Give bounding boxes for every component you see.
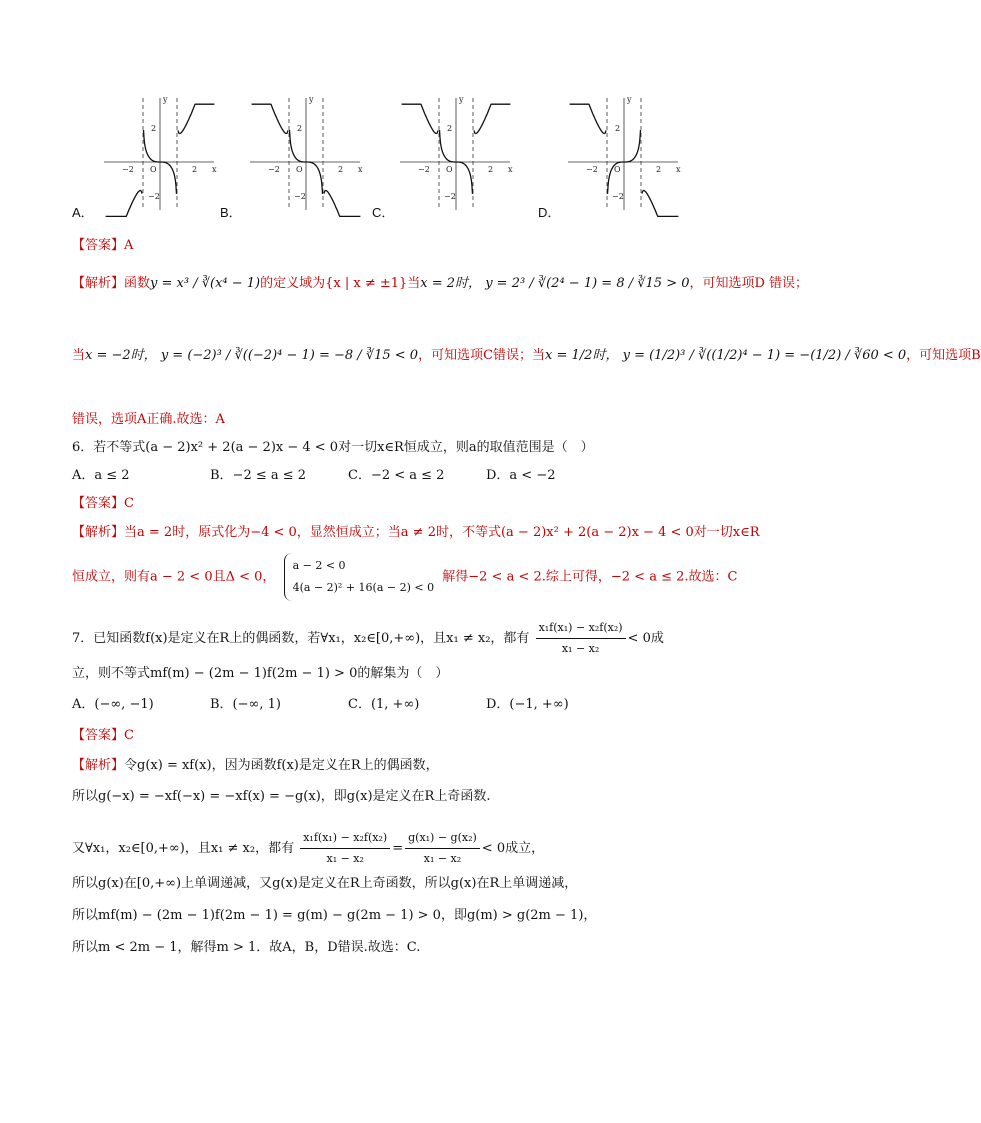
q7-analysis-line1 bbox=[72, 756, 439, 776]
option-c-letter: C． bbox=[372, 205, 395, 220]
fraction bbox=[536, 618, 626, 659]
system-row-1: a − 2 < 0 bbox=[292, 559, 346, 572]
axis-label: x bbox=[358, 165, 363, 174]
axis-label: y bbox=[627, 95, 632, 104]
tick-label: −2 bbox=[586, 165, 598, 174]
q6-stem: 6．若不等式(a − 2)x² + 2(a − 2)x − 4 < 0对一切x∈R恒成立，则a的取值范围是（ ） bbox=[72, 440, 594, 455]
text: 解得−2 < a < 2.综上可得，−2 < a ≤ 2.故选：C bbox=[442, 569, 738, 585]
analysis-label: 【解析】 bbox=[72, 276, 125, 291]
function-curve bbox=[178, 104, 214, 133]
q7-options bbox=[72, 695, 569, 715]
equation-system bbox=[284, 553, 435, 601]
graph-a-svg bbox=[100, 92, 220, 212]
graph-c-svg bbox=[396, 92, 516, 212]
answer-value: C bbox=[124, 728, 134, 743]
q5-answer bbox=[72, 236, 133, 256]
q6-options bbox=[72, 466, 556, 486]
formula: y = (1/2)³ / ∛((1/2)⁴ − 1) = −(1/2) / ∛60 < 0 bbox=[622, 348, 907, 363]
system-row-2: 4(a − 2)² + 16(a − 2) < 0 bbox=[292, 581, 435, 594]
axis-label: y bbox=[459, 95, 464, 104]
q7-option-d: D．(−1, +∞) bbox=[486, 697, 569, 712]
text: < 0成 bbox=[627, 631, 664, 646]
q6-option-b: B．−2 ≤ a ≤ 2 bbox=[210, 468, 307, 483]
text: ，可知选项B bbox=[906, 348, 981, 363]
numerator: x₁f(x₁) − x₂f(x₂) bbox=[300, 828, 390, 849]
answer-value: A bbox=[124, 238, 134, 253]
text: 函数 bbox=[124, 276, 151, 291]
text: < 0成立， bbox=[481, 841, 545, 856]
formula: x = −2时， bbox=[85, 348, 157, 363]
axis-label: y bbox=[309, 95, 314, 104]
tick-label: −2 bbox=[612, 192, 624, 201]
answer-label: 【答案】 bbox=[72, 238, 125, 253]
function-curve bbox=[474, 104, 510, 133]
denominator: x₁ − x₂ bbox=[561, 642, 600, 655]
q7-analysis-line3 bbox=[72, 828, 544, 869]
axis-label: y bbox=[163, 95, 168, 104]
option-b-letter: B． bbox=[220, 205, 242, 220]
tick-label: −2 bbox=[268, 165, 280, 174]
tick-label: 2 bbox=[338, 165, 344, 174]
q7-analysis-line4: 所以g(x)在[0,+∞)上单调递减，又g(x)是定义在R上奇函数，所以g(x)在R上单调递减， bbox=[72, 876, 578, 891]
function-curve bbox=[402, 104, 438, 133]
q6-option-a: A．a ≤ 2 bbox=[72, 468, 130, 483]
q6-analysis-line1 bbox=[72, 523, 760, 543]
denominator: x₁ − x₂ bbox=[423, 852, 462, 865]
function-curve bbox=[106, 191, 142, 217]
tick-label: −2 bbox=[418, 165, 430, 174]
function-curve bbox=[570, 104, 606, 133]
axis-label: x bbox=[508, 165, 513, 174]
text: ，可知选项C错误；当 bbox=[418, 348, 546, 363]
formula: x = 2时， bbox=[420, 276, 482, 291]
q7-analysis-line2: 所以g(−x) = −xf(−x) = −xf(x) = −g(x)，即g(x)是定义在R上奇函数. bbox=[72, 789, 491, 804]
q5-analysis-line1 bbox=[72, 274, 808, 294]
q7-stem-line2: 立，则不等式mf(m) − (2m − 1)f(2m − 1) > 0的解集为（ ） bbox=[72, 666, 449, 681]
graph-options-row bbox=[60, 92, 740, 227]
function-curve bbox=[252, 104, 288, 133]
option-b-graph bbox=[220, 92, 370, 227]
text: 当 bbox=[72, 348, 86, 363]
denominator: x₁ − x₂ bbox=[326, 852, 364, 865]
tick-label: −2 bbox=[444, 192, 456, 201]
origin-label: O bbox=[150, 165, 157, 174]
answer-label: 【答案】 bbox=[72, 496, 125, 511]
q6-option-c: C．−2 < a ≤ 2 bbox=[348, 468, 445, 483]
text: 当a = 2时，原式化为−4 < 0，显然恒成立；当a ≠ 2时，不等式(a − 2)x² + 2(a − 2)x − 4 < 0对一切x∈R bbox=[124, 525, 760, 540]
function-curve bbox=[324, 191, 360, 217]
answer-label: 【答案】 bbox=[72, 728, 125, 743]
text: 恒成立，则有a − 2 < 0且Δ < 0， bbox=[72, 569, 276, 585]
text: 的定义域为{x | x ≠ ±1}当 bbox=[260, 276, 421, 291]
numerator: g(x₁) − g(x₂) bbox=[405, 828, 480, 849]
text: 7．已知函数f(x)是定义在R上的偶函数，若∀x₁，x₂∈[0,+∞)，且x₁ ≠ x₂，都有 bbox=[72, 631, 530, 646]
function-curve bbox=[642, 191, 678, 217]
origin-label: O bbox=[446, 165, 453, 174]
q7-option-c: C．(1, +∞) bbox=[348, 697, 420, 712]
text: 又∀x₁，x₂∈[0,+∞)，且x₁ ≠ x₂，都有 bbox=[72, 841, 295, 856]
formula: y = x³ / ∛(x⁴ − 1) bbox=[150, 276, 261, 291]
q7-option-a: A．(−∞, −1) bbox=[72, 697, 154, 712]
fraction bbox=[300, 828, 390, 869]
fraction bbox=[405, 828, 480, 869]
q6-option-d: D．a < −2 bbox=[486, 468, 556, 483]
tick-label: 2 bbox=[488, 165, 494, 174]
tick-label: 2 bbox=[447, 124, 453, 133]
answer-value: C bbox=[124, 496, 134, 511]
q7-analysis-line5: 所以mf(m) − (2m − 1)f(2m − 1) = g(m) − g(2m − 1) > 0，即g(m) > g(2m − 1)， bbox=[72, 908, 597, 923]
text: ，可知选项D 错误； bbox=[689, 276, 809, 291]
option-c-graph bbox=[372, 92, 522, 227]
analysis-label: 【解析】 bbox=[72, 525, 125, 540]
q6-analysis-line2 bbox=[72, 553, 737, 601]
tick-label: 2 bbox=[151, 124, 157, 133]
text: = bbox=[392, 841, 404, 856]
q6-answer bbox=[72, 494, 134, 514]
option-d-letter: D． bbox=[538, 205, 561, 220]
tick-label: 2 bbox=[297, 124, 303, 133]
q7-analysis-line6: 所以m < 2m − 1，解得m > 1．故A，B，D错误.故选：C. bbox=[72, 940, 421, 955]
numerator: x₁f(x₁) − x₂f(x₂) bbox=[536, 618, 626, 639]
analysis-label: 【解析】 bbox=[72, 758, 125, 773]
text: 令g(x) = xf(x)，因为函数f(x)是定义在R上的偶函数， bbox=[124, 758, 439, 773]
tick-label: 2 bbox=[615, 124, 621, 133]
formula: y = 2³ / ∛(2⁴ − 1) = 8 / ∛15 > 0 bbox=[485, 276, 690, 291]
option-d-graph bbox=[538, 92, 688, 227]
tick-label: −2 bbox=[294, 192, 306, 201]
formula: y = (−2)³ / ∛((−2)⁴ − 1) = −8 / ∛15 < 0 bbox=[160, 348, 419, 363]
graph-b-svg bbox=[246, 92, 366, 212]
graph-d-svg bbox=[564, 92, 684, 212]
tick-label: 2 bbox=[656, 165, 662, 174]
q7-option-b: B．(−∞, 1) bbox=[210, 697, 281, 712]
tick-label: 2 bbox=[192, 165, 198, 174]
option-a-graph bbox=[72, 92, 217, 227]
q5-analysis-line2 bbox=[72, 346, 981, 366]
tick-label: −2 bbox=[122, 165, 134, 174]
axis-label: x bbox=[212, 165, 217, 174]
q7-answer bbox=[72, 726, 134, 746]
origin-label: O bbox=[614, 165, 621, 174]
tick-label: −2 bbox=[148, 192, 160, 201]
q7-stem-line1 bbox=[72, 618, 664, 659]
origin-label: O bbox=[296, 165, 303, 174]
q5-analysis-line3: 错误，选项A正确.故选：A bbox=[72, 412, 225, 427]
option-a-letter: A． bbox=[72, 205, 94, 220]
formula: x = 1/2时， bbox=[545, 348, 619, 363]
axis-label: x bbox=[676, 165, 681, 174]
